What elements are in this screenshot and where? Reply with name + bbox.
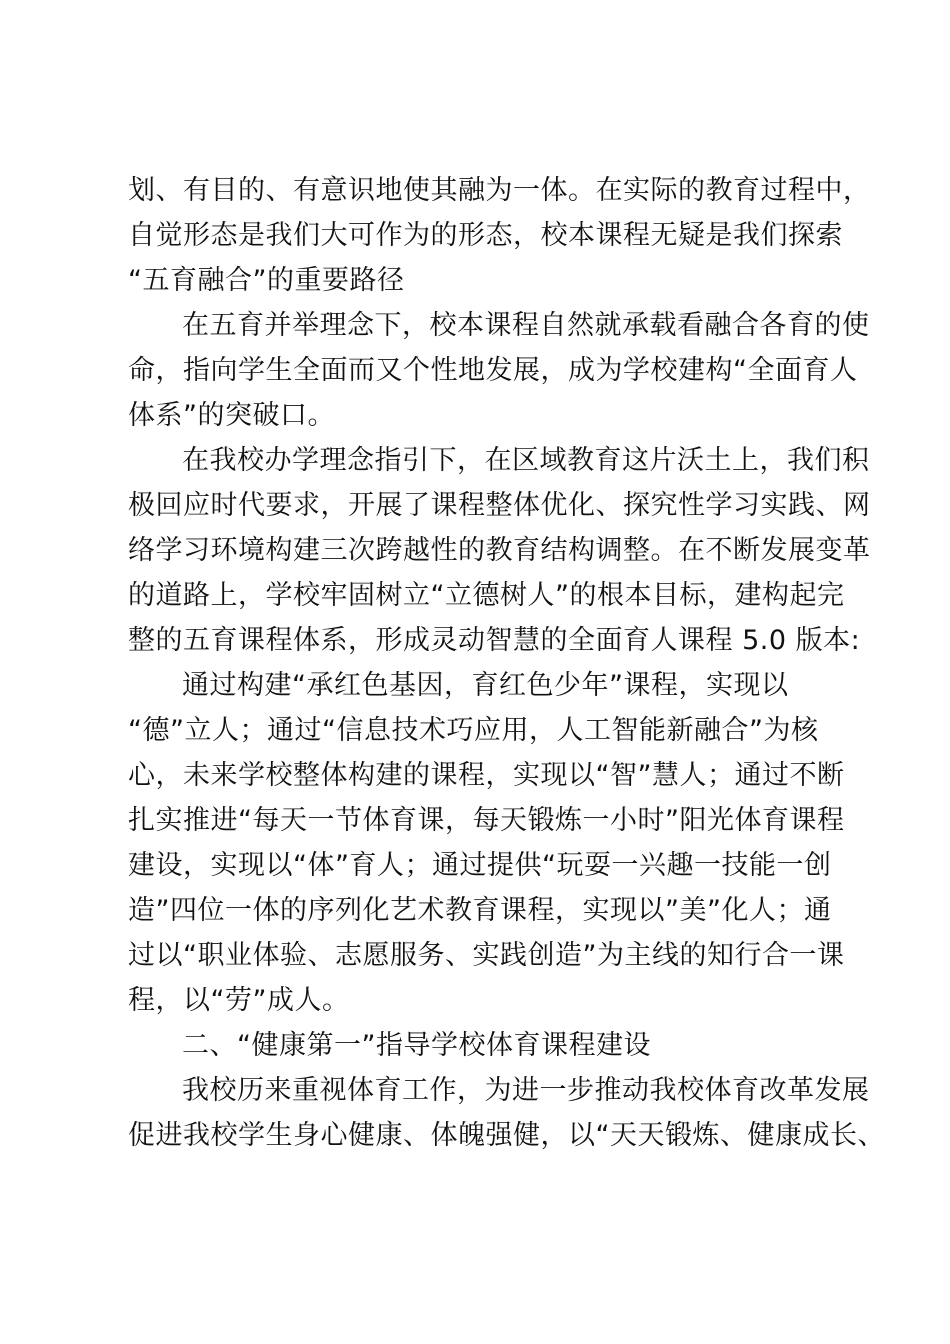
text-line: 促进我校学生身心健康、体魄强健，以“天天锻炼、健康成长、 [128, 1120, 885, 1151]
text-line: 体系”的突破口。 [128, 400, 335, 431]
paragraph-first-line: 我校历来重视体育工作，为进一步推动我校体育改革发展 [182, 1075, 870, 1106]
paragraph-first-line: 通过构建“承红色基因，育红色少年”课程，实现以 [182, 670, 789, 701]
paragraph-first-line: 在我校办学理念指引下，在区域教育这片沃土上，我们积 [182, 445, 870, 476]
text-line: 划、有目的、有意识地使其融为一体。在实际的教育过程中， [128, 175, 871, 206]
text-line: 建设，实现以“体”育人；通过提供“玩耍一兴趣一技能一创 [128, 850, 832, 881]
text-line: 过以“职业体验、志愿服务、实践创造”为主线的知行合一课 [128, 940, 845, 971]
text-line: “德”立人；通过“信息技术巧应用，人工智能新融合”为核 [128, 715, 819, 746]
text-line: 心，未来学校整体构建的课程，实现以“智”慧人；通过不断 [128, 760, 845, 791]
text-line: 自觉形态是我们大可作为的形态，校本课程无疑是我们探索 [128, 220, 843, 251]
text-line: 的道路上，学校牢固树立“立德树人”的根本目标，建构起完 [128, 580, 845, 611]
text-line: 造”四位一体的序列化艺术教育课程，实现以”美”化人；通 [128, 895, 832, 926]
text-line: 命，指向学生全面而又个性地发展，成为学校建构“全面育人 [128, 355, 858, 386]
text-line: 程，以“劳”成人。 [128, 985, 350, 1016]
text-line: 极回应时代要求，开展了课程整体优化、探究性学习实践、网 [128, 490, 871, 521]
text-line: 扎实推进“每天一节体育课，每天锻炼一小时”阳光体育课程 [128, 805, 845, 836]
text-line: “五育融合”的重要路径 [128, 265, 405, 296]
section-heading: 二、“健康第一”指导学校体育课程建设 [182, 1030, 651, 1061]
paragraph-first-line: 在五育并举理念下，校本课程自然就承载看融合各育的使 [182, 310, 870, 341]
text-line: 整的五育课程体系，形成灵动智慧的全面育人课程 5.0 版本: [128, 625, 861, 656]
text-line: 络学习环境构建三次跨越性的教育结构调整。在不断发展变革 [128, 535, 871, 566]
